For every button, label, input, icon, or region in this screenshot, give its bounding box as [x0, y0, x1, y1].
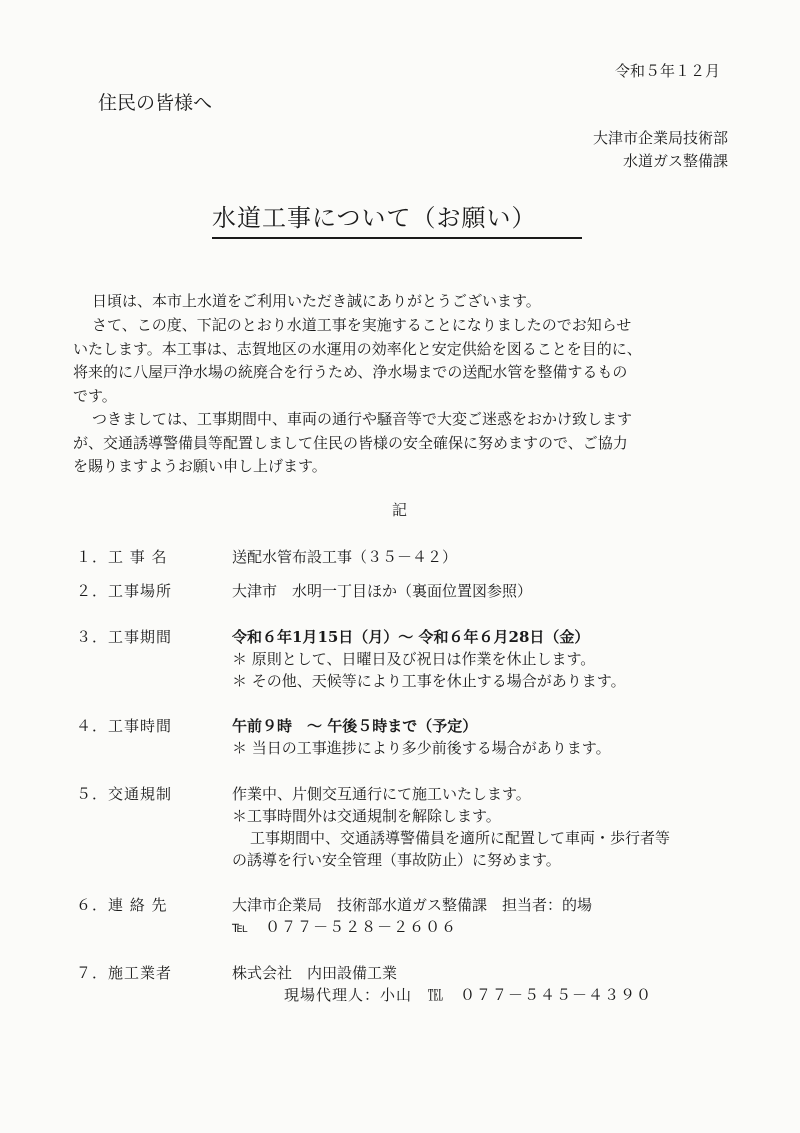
item-value-contact: 大津市企業局 技術部水道ガス整備課 担当者：的場 — [232, 896, 593, 914]
item-label-name: １．工 事 名 — [76, 548, 168, 566]
site-agent-phone: 現場代理人：小山 ℡ ０７７－５４５－４３９０ — [284, 986, 653, 1004]
body-line: 将来的に八屋戸浄水場の統廃合を行うため、浄水場までの送配水管を整備するもの — [73, 363, 628, 381]
body-line: です。 — [73, 387, 117, 405]
issue-date: 令和５年１２月 — [614, 62, 720, 80]
issuer-department: 大津市企業局技術部 — [592, 129, 728, 147]
item-label-traffic: ５．交通規制 — [76, 785, 173, 803]
item-label-location: ２．工事場所 — [76, 582, 173, 600]
item-label-hours: ４．工事時間 — [76, 717, 173, 735]
title-underline — [212, 237, 582, 239]
item-note-period: ＊ 原則として、日曜日及び祝日は作業を休止します。 — [232, 650, 596, 668]
item-value-hours: 午前９時 ～ 午後５時まで（予定） — [232, 717, 478, 735]
item-note-traffic: の誘導を行い安全管理（事故防止）に努めます。 — [232, 851, 561, 869]
addressee: 住民の皆様へ — [98, 92, 213, 114]
body-line: いたします。本工事は、志賀地区の水運用の効率化と安定供給を図ることを目的に、 — [73, 340, 642, 358]
contact-phone: ℡ ０７７－５２８－２６０６ — [232, 918, 458, 936]
item-note-period: ＊ その他、天候等により工事を休止する場合があります。 — [232, 672, 626, 690]
item-note-hours: ＊ 当日の工事進捗により多少前後する場合があります。 — [232, 739, 611, 757]
item-note-traffic: ＊工事時間外は交通規制を解除します。 — [232, 807, 501, 825]
item-label-contact: ６．連 絡 先 — [76, 896, 168, 914]
item-value-location: 大津市 水明一丁目ほか（裏面位置図参照） — [232, 582, 533, 600]
body-line: が、交通誘導警備員等配置しまして住民の皆様の安全確保に努めますので、ご協力 — [73, 434, 628, 452]
item-value-contractor: 株式会社 内田設備工業 — [232, 964, 398, 982]
item-value-traffic: 作業中、片側交互通行にて施工いたします。 — [232, 785, 531, 803]
ki-heading: 記 — [392, 501, 408, 519]
issuer-section: 水道ガス整備課 — [622, 152, 728, 170]
item-note-traffic: 工事期間中、交通誘導警備員を適所に配置して車両・歩行者等 — [250, 829, 671, 847]
notice-title: 水道工事について（お願い） — [212, 204, 537, 232]
item-value-period: 令和６年1月15日（月）～ 令和６年６月28日（金） — [232, 628, 590, 646]
item-label-period: ３．工事期間 — [76, 628, 173, 646]
body-line: さて、この度、下記のとおり水道工事を実施することになりましたのでお知らせ — [92, 316, 632, 334]
body-line: を賜りますようお願い申し上げます。 — [73, 457, 327, 475]
item-value-name: 送配水管布設工事（３５－４２） — [232, 548, 458, 566]
body-line: つきましては、工事期間中、車両の通行や騒音等で大変ご迷惑をおかけ致します — [92, 410, 633, 428]
item-label-contractor: ７．施工業者 — [76, 964, 173, 982]
body-line: 日頃は、本市上水道をご利用いただき誠にありがとうございます。 — [92, 292, 541, 310]
